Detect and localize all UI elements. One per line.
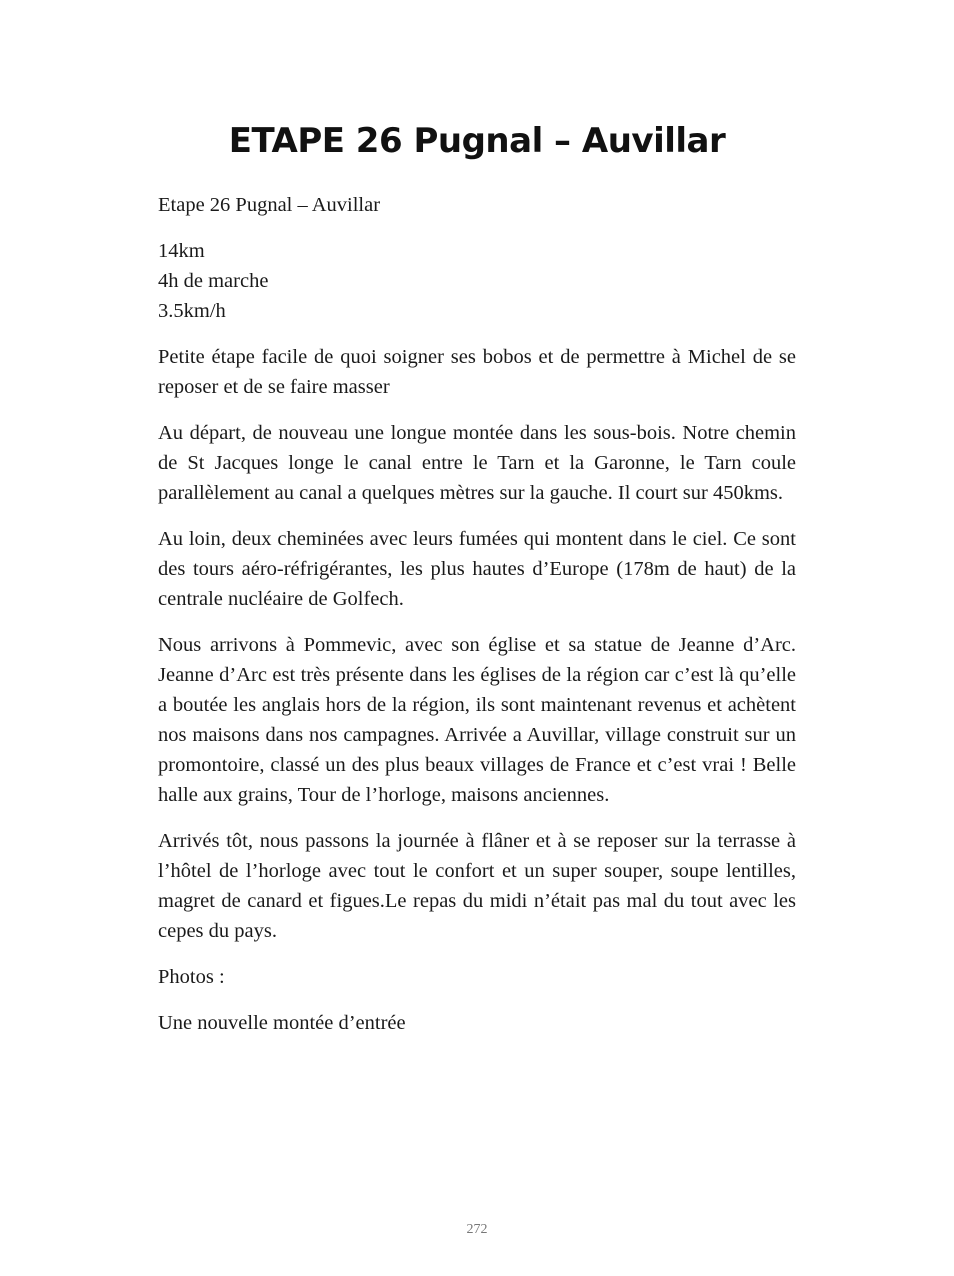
stat-duration: 4h de marche bbox=[158, 270, 269, 292]
stat-distance: 14km bbox=[158, 240, 205, 262]
stat-speed: 3.5km/h bbox=[158, 300, 226, 322]
document-body bbox=[158, 190, 796, 1054]
paragraph-intro: Petite étape facile de quoi soigner ses bobos et de permettre à Michel de se reposer et de se faire masser bbox=[158, 346, 796, 398]
paragraph-cheminees: Au loin, deux cheminées avec leurs fumées qui montent dans le ciel. Ce sont des tours aéro-réfrigérantes, les plus hautes d’Europe (178m de haut) de la centrale nucléaire de Golfech. bbox=[158, 528, 796, 610]
photos-label: Photos : bbox=[158, 966, 225, 988]
paragraph-pommevic: Nous arrivons à Pommevic, avec son église et sa statue de Jeanne d’Arc. Jeanne d’Arc est très présente dans les églises de la région car c’est là qu’elle a boutée les anglais hors de la région, ils sont maintenant revenus et achètent nos maisons dans nos campagnes. Arrivée a Auvillar, village construit sur un promontoire, classé un des plus beaux villages de France et c’est vrai ! Belle halle aux grains, Tour de l’horloge, maisons anciennes. bbox=[158, 634, 796, 806]
page-number: 272 bbox=[466, 1222, 488, 1237]
stage-stats bbox=[158, 236, 796, 326]
stage-subtitle: Etape 26 Pugnal – Auvillar bbox=[158, 194, 381, 216]
photo-caption: Une nouvelle montée d’entrée bbox=[158, 1012, 406, 1034]
paragraph-depart: Au départ, de nouveau une longue montée dans les sous-bois. Notre chemin de St Jacques longe le canal entre le Tarn et la Garonne, le Tarn coule parallèlement au canal a quelques mètres sur la gauche. Il court sur 450kms. bbox=[158, 422, 796, 504]
paragraph-arrivee: Arrivés tôt, nous passons la journée à flâner et à se reposer sur la terrasse à l’hôtel de l’horloge avec tout le confort et un super souper, soupe lentilles, magret de canard et figues.Le repas du midi n’était pas mal du tout avec les cepes du pays. bbox=[158, 830, 796, 942]
page-title: ETAPE 26 Pugnal – Auvillar bbox=[228, 121, 726, 161]
